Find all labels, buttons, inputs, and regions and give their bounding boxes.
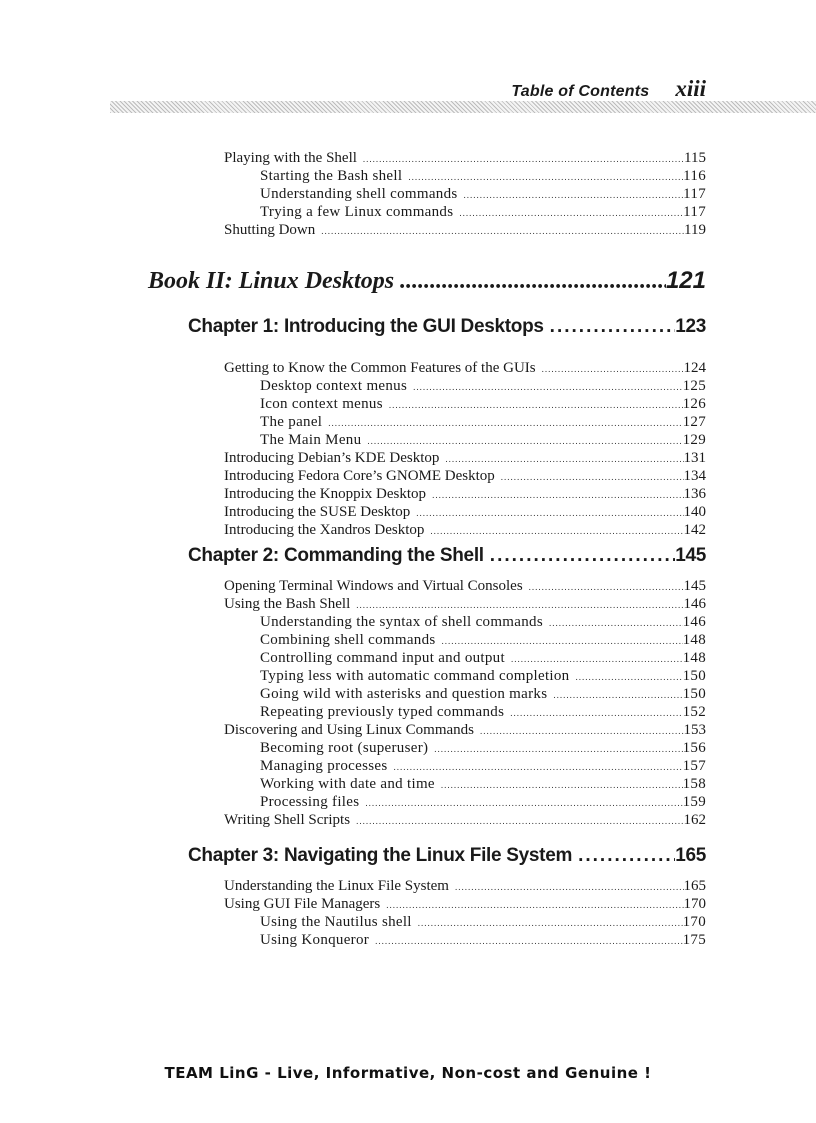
entry-title: Using Konqueror — [260, 932, 370, 948]
dot-leader — [386, 896, 683, 914]
dot-leader — [408, 168, 683, 186]
page-number: 123 — [675, 316, 706, 337]
dot-leader — [363, 150, 684, 168]
dot-leader — [442, 632, 683, 650]
entry-title: Shutting Down — [224, 222, 316, 238]
page-number: 146 — [683, 596, 706, 612]
dot-leader — [328, 414, 682, 432]
toc-entry — [224, 595, 706, 614]
toc-subentry — [260, 649, 706, 668]
chapter-heading — [188, 545, 706, 567]
toc-entry — [224, 877, 706, 896]
toc-subentry — [260, 613, 706, 632]
dot-leader — [529, 578, 684, 596]
entry-title: Working with date and time — [260, 776, 435, 792]
entry-title: Chapter 1: Introducing the GUI Desktops — [188, 316, 544, 337]
entry-title: Typing less with automatic command completion — [260, 668, 570, 684]
toc-entry — [224, 467, 706, 486]
dot-leader — [480, 722, 684, 740]
toc-subentry — [260, 913, 706, 932]
page-number: 148 — [682, 650, 706, 666]
entry-title: Starting the Bash shell — [260, 168, 403, 184]
page-number: 117 — [683, 186, 706, 202]
toc-subentry — [260, 703, 706, 722]
page-number: 119 — [684, 222, 706, 238]
toc-subentry — [260, 431, 706, 450]
page-number: 159 — [682, 794, 706, 810]
toc-entry — [224, 485, 706, 504]
dot-leader — [511, 650, 683, 668]
running-head-page-number: xiii — [675, 76, 706, 101]
page-number: 152 — [682, 704, 706, 720]
entry-title: Using the Bash Shell — [224, 596, 351, 612]
toc-entry — [224, 449, 706, 468]
page-number: 126 — [682, 396, 706, 412]
page-number: 117 — [683, 204, 706, 220]
page-number: 170 — [682, 914, 706, 930]
page-number: 148 — [682, 632, 706, 648]
dot-leader — [575, 668, 682, 686]
entry-title: Understanding the syntax of shell commands — [260, 614, 543, 630]
entry-title: Introducing the SUSE Desktop — [224, 504, 411, 520]
dot-leader — [413, 378, 682, 396]
dot-leader — [418, 914, 683, 932]
entry-title: The panel — [260, 414, 323, 430]
dot-leader — [430, 522, 683, 540]
dot-leader — [367, 432, 682, 450]
entry-title: Introducing Fedora Core’s GNOME Desktop — [224, 468, 495, 484]
dot-leader — [432, 486, 683, 504]
entry-title: Book II: Linux Desktops — [148, 268, 395, 294]
toc-subentry — [260, 685, 706, 704]
page-number: 165 — [675, 845, 706, 866]
entry-title: Combining shell commands — [260, 632, 436, 648]
toc-entry — [224, 577, 706, 596]
toc-subentry — [260, 203, 706, 222]
page-number: 153 — [683, 722, 706, 738]
page-number: 175 — [682, 932, 706, 948]
entry-title: Chapter 3: Navigating the Linux File System — [188, 845, 573, 866]
entry-title: Introducing the Xandros Desktop — [224, 522, 425, 538]
chapter-heading — [188, 316, 706, 338]
dot-leader — [445, 450, 683, 468]
dot-leader — [356, 812, 683, 830]
entry-title: Using the Nautilus shell — [260, 914, 412, 930]
entry-title: Controlling command input and output — [260, 650, 505, 666]
dot-leader — [550, 316, 676, 338]
page-number: 136 — [683, 486, 706, 502]
entry-title: Getting to Know the Common Features of the GUIs — [224, 360, 536, 376]
toc-entry — [224, 503, 706, 522]
entry-title: Going wild with asterisks and question marks — [260, 686, 548, 702]
running-head — [0, 76, 706, 102]
entry-title: Playing with the Shell — [224, 150, 357, 166]
entry-title: Repeating previously typed commands — [260, 704, 505, 720]
entry-title: The Main Menu — [260, 432, 362, 448]
toc-subentry — [260, 775, 706, 794]
dot-leader — [501, 468, 684, 486]
book-heading — [148, 267, 706, 295]
page-number: 131 — [683, 450, 706, 466]
page-number: 125 — [682, 378, 706, 394]
page-number: 156 — [682, 740, 706, 756]
entry-title: Managing processes — [260, 758, 388, 774]
dot-leader — [455, 878, 684, 896]
header-rule — [110, 101, 816, 113]
page-number: 170 — [683, 896, 706, 912]
entry-title: Discovering and Using Linux Commands — [224, 722, 474, 738]
dot-leader — [393, 758, 682, 776]
running-head-title: Table of Contents — [511, 83, 650, 100]
toc-subentry — [260, 377, 706, 396]
entry-title: Introducing the Knoppix Desktop — [224, 486, 427, 502]
dot-leader — [490, 545, 675, 567]
toc-entry — [224, 221, 706, 240]
toc-subentry — [260, 667, 706, 686]
toc-entry — [224, 895, 706, 914]
page-number: 157 — [682, 758, 706, 774]
dot-leader — [434, 740, 682, 758]
toc-subentry — [260, 185, 706, 204]
page-number: 140 — [683, 504, 706, 520]
page-number: 158 — [682, 776, 706, 792]
page-number: 124 — [683, 360, 706, 376]
entry-title: Introducing Debian’s KDE Desktop — [224, 450, 440, 466]
toc-subentry — [260, 931, 706, 950]
toc-entry — [224, 521, 706, 540]
entry-title: Becoming root (superuser) — [260, 740, 429, 756]
toc-subentry — [260, 395, 706, 414]
dot-leader — [365, 794, 682, 812]
page-number: 115 — [684, 150, 706, 166]
entry-title: Processing files — [260, 794, 360, 810]
toc-entry — [224, 149, 706, 168]
page-number: 150 — [682, 686, 706, 702]
dot-leader — [578, 845, 675, 867]
page-number: 127 — [682, 414, 706, 430]
toc-subentry — [260, 167, 706, 186]
chapter-heading — [188, 845, 706, 867]
entry-title: Understanding shell commands — [260, 186, 458, 202]
entry-title: Icon context menus — [260, 396, 383, 412]
entry-title: Chapter 2: Commanding the Shell — [188, 545, 484, 566]
page-number: 145 — [683, 578, 706, 594]
toc-subentry — [260, 739, 706, 758]
entry-title: Using GUI File Managers — [224, 896, 381, 912]
dot-leader — [510, 704, 682, 722]
dot-leader — [321, 222, 684, 240]
entry-title: Desktop context menus — [260, 378, 408, 394]
dot-leader — [375, 932, 683, 950]
page-number: 142 — [683, 522, 706, 538]
dot-leader — [553, 686, 682, 704]
page-number: 146 — [682, 614, 706, 630]
page-number: 129 — [682, 432, 706, 448]
footer-banner: TEAM LinG - Live, Informative, Non-cost and Genuine ! — [164, 1064, 652, 1082]
page-number: 145 — [675, 545, 706, 566]
dot-leader — [542, 360, 684, 378]
dot-leader — [464, 186, 684, 204]
dot-leader — [441, 776, 683, 794]
toc-entry — [224, 811, 706, 830]
dot-leader — [389, 396, 683, 414]
toc-subentry — [260, 413, 706, 432]
entry-title: Writing Shell Scripts — [224, 812, 351, 828]
page-number: 150 — [682, 668, 706, 684]
dot-leader — [549, 614, 683, 632]
toc-entry — [224, 721, 706, 740]
toc-subentry — [260, 793, 706, 812]
page-number: 134 — [683, 468, 706, 484]
dot-leader — [459, 204, 683, 222]
page-number: 121 — [665, 267, 706, 294]
page-number: 165 — [683, 878, 706, 894]
toc-entry — [224, 359, 706, 378]
entry-title: Understanding the Linux File System — [224, 878, 449, 894]
page-number: 116 — [683, 168, 706, 184]
entry-title: Opening Terminal Windows and Virtual Consoles — [224, 578, 523, 594]
dot-leader — [416, 504, 683, 522]
dot-leader — [356, 596, 683, 614]
toc-subentry — [260, 631, 706, 650]
page-number: 162 — [683, 812, 706, 828]
toc-subentry — [260, 757, 706, 776]
dot-leader — [400, 267, 666, 295]
entry-title: Trying a few Linux commands — [260, 204, 454, 220]
